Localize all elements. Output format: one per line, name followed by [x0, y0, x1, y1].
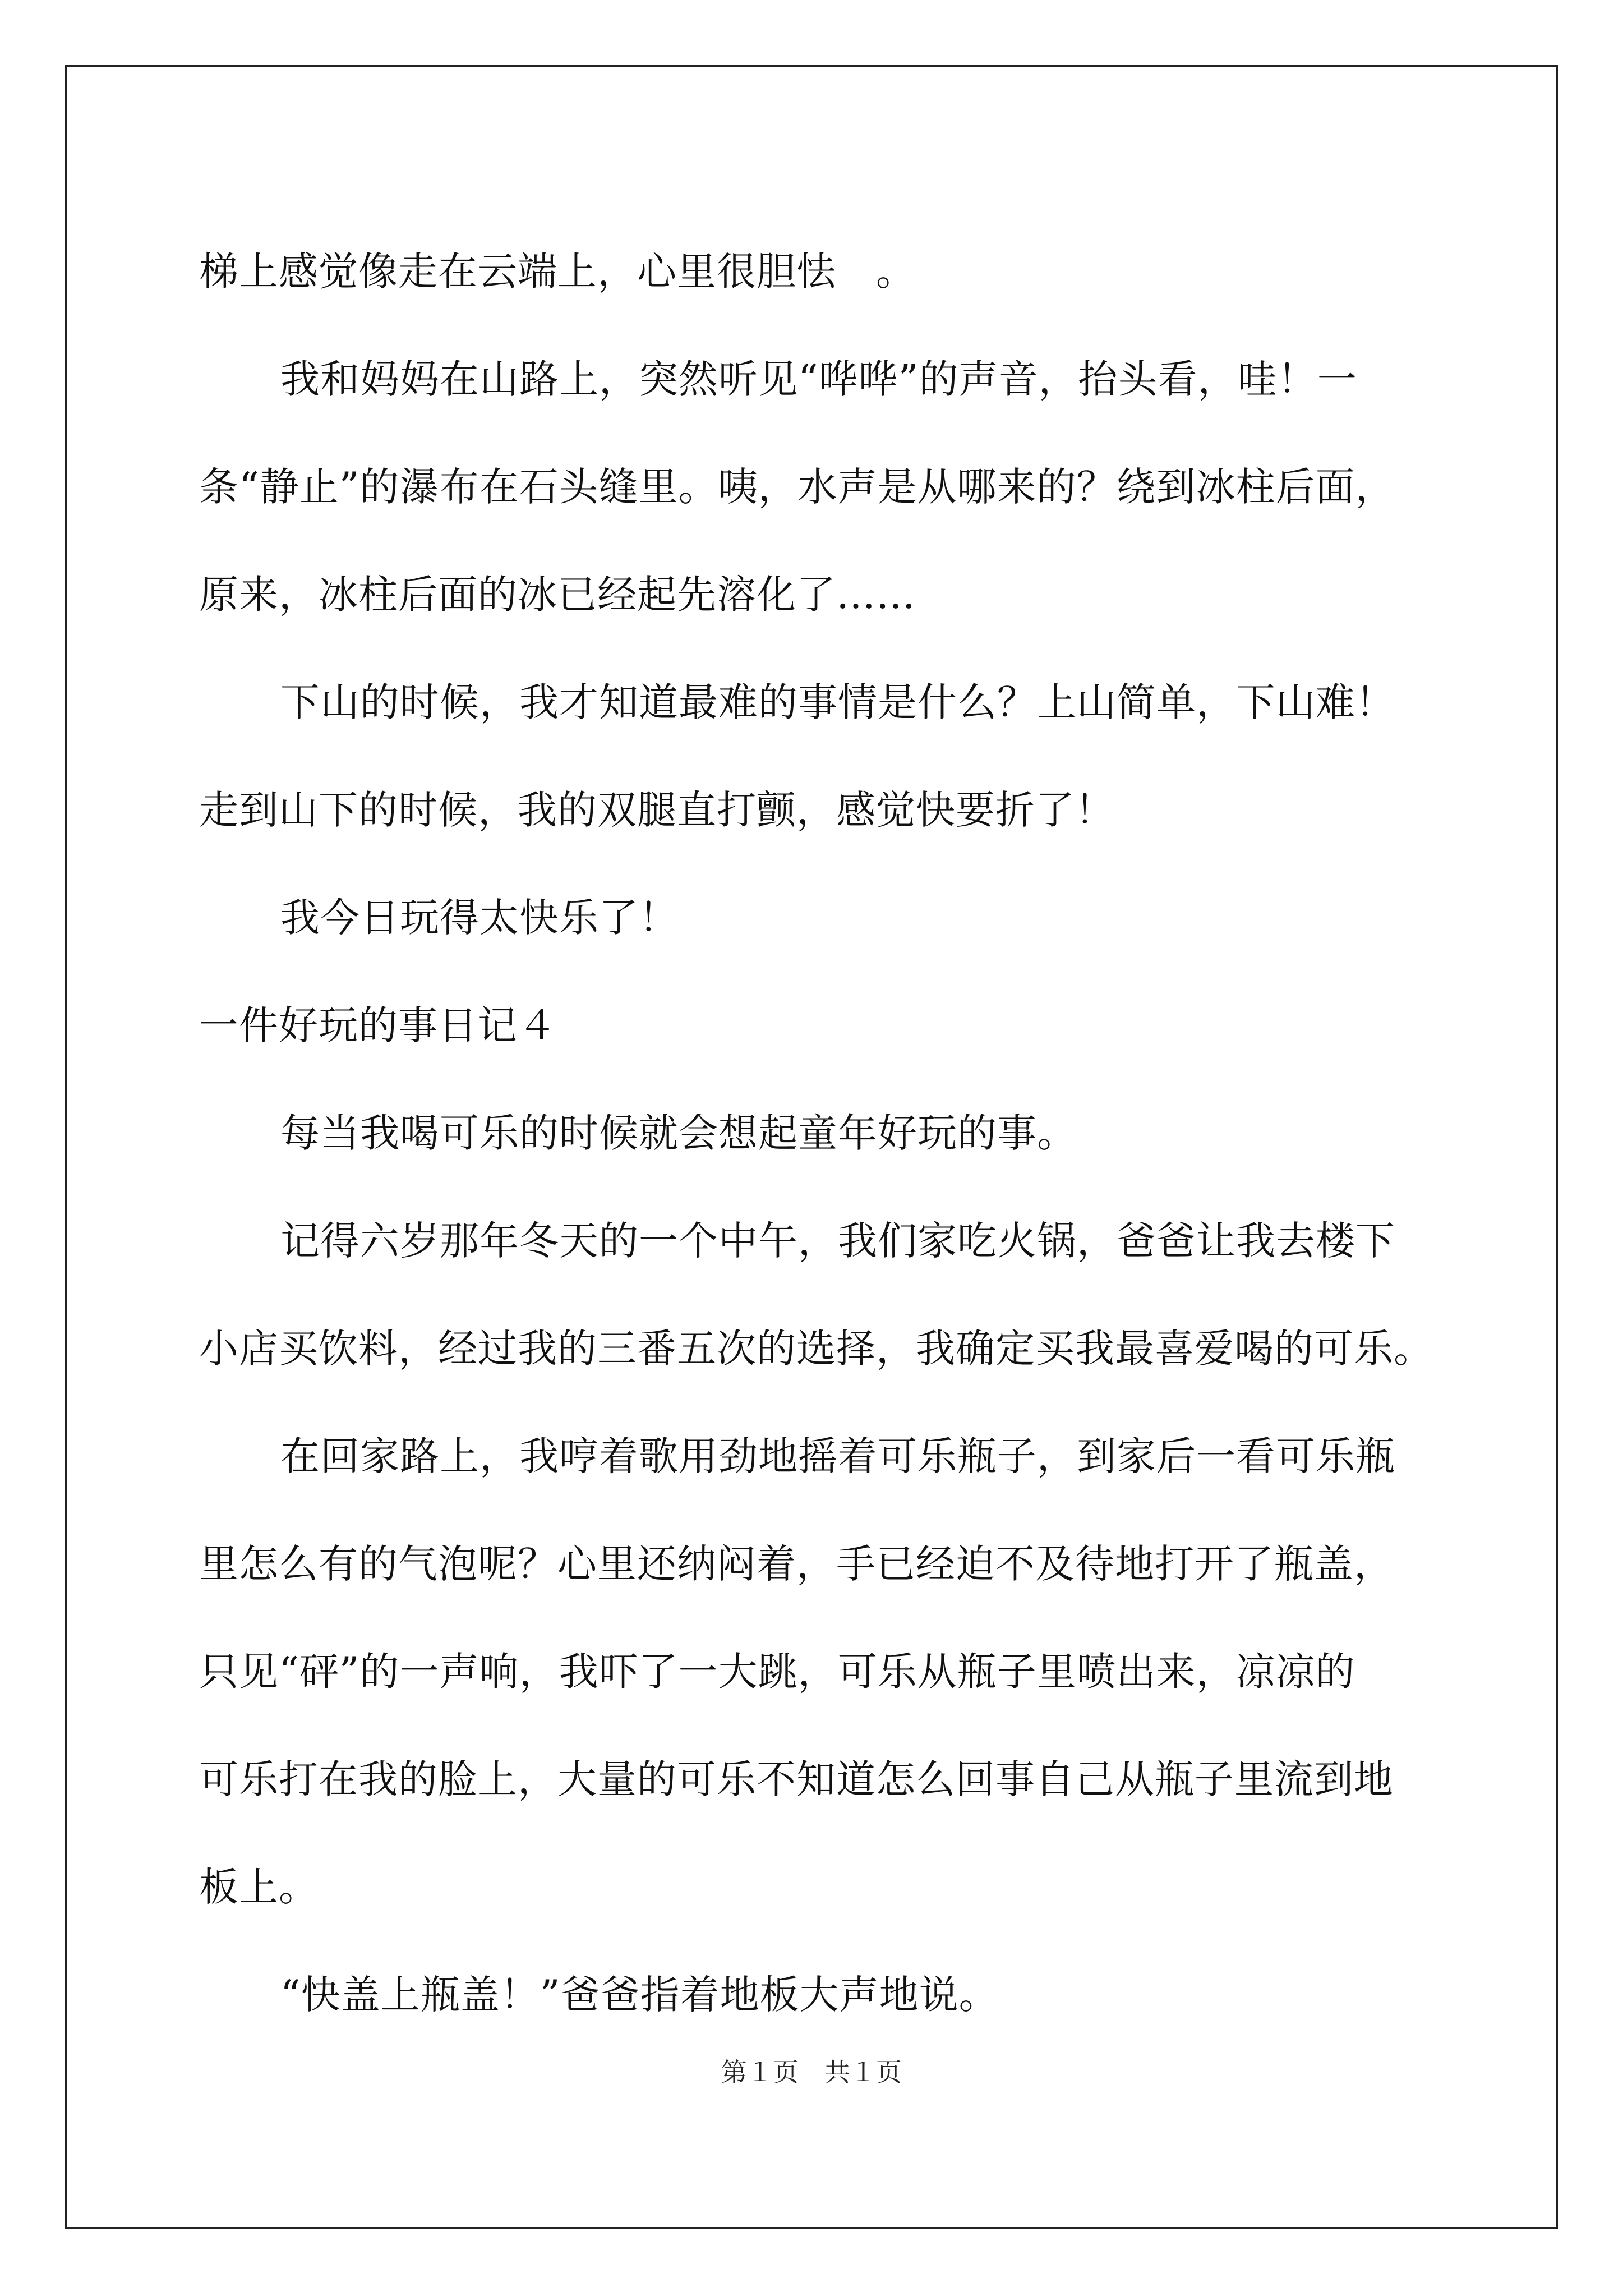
text-line: 可乐打在我的脸上，大量的可乐不知道怎么回事自己从瓶子里流到地 [199, 1756, 1394, 1802]
text-line: 在回家路上，我哼着歌用劲地摇着可乐瓶子，到家后一看可乐瓶 [280, 1433, 1395, 1479]
text-line: 条“静止”的瀑布在石头缝里。咦，水声是从哪来的？绕到冰柱后面， [199, 464, 1395, 510]
text-line: 梯上感觉像走在云端上，心里很胆怯 。 [199, 249, 916, 295]
text-line: 走到山下的时候，我的双腿直打颤，感觉快要折了！ [199, 787, 1115, 833]
section-title: 一件好玩的事日记４ [199, 1002, 557, 1048]
page-number-label: 第１页 共１页 [721, 2057, 902, 2087]
text-line: 只见“砰”的一声响，我吓了一大跳，可乐从瓶子里喷出来，凉凉的 [199, 1649, 1355, 1695]
text-line: 下山的时候，我才知道最难的事情是什么？上山简单，下山难！ [280, 679, 1395, 725]
document-body [199, 218, 1433, 2049]
text-line: 原来，冰柱后面的冰已经起先溶化了…… [199, 572, 916, 618]
text-line: “快盖上瓶盖！”爸爸指着地板大声地说。 [280, 1972, 999, 2018]
text-line: 我今日玩得太快乐了！ [280, 895, 679, 941]
text-line: 我和妈妈在山路上，突然听见“哗哗”的声音，抬头看，哇！一 [280, 356, 1357, 402]
text-line: 每当我喝可乐的时候就会想起童年好玩的事。 [280, 1110, 1077, 1156]
text-line: 小店买饮料，经过我的三番五次的选择，我确定买我最喜爱喝的可乐。 [199, 1326, 1433, 1372]
text-line: 里怎么有的气泡呢？心里还纳闷着，手已经迫不及待地打开了瓶盖， [199, 1541, 1394, 1587]
text-line: 记得六岁那年冬天的一个中午，我们家吃火锅，爸爸让我去楼下 [280, 1218, 1395, 1264]
page-footer [0, 2052, 1623, 2089]
text-line: 板上。 [199, 1864, 319, 1910]
